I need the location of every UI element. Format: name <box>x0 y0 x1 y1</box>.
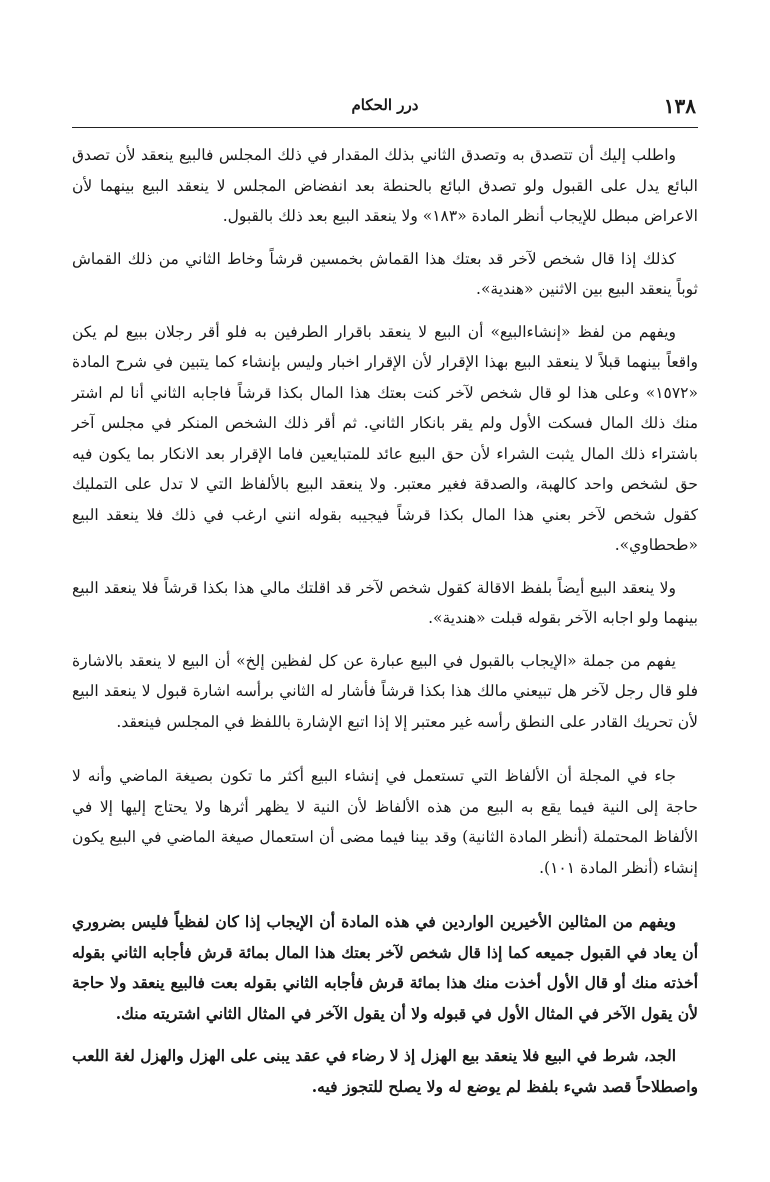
paragraph-5: يفهم من جملة «الإيجاب بالقبول في البيع عبارة عن كل لفظين إلخ» أن البيع لا ينعقد بالاشارة فلو قال رجل لآخر هل تبيعني مالك هذا بكذا قرشاً فأشار له الثاني برأسه اشارة قبول لا ينعقد البيع لأن تحريك القادر على النطق رأسه غير معتبر إلا إذا اتبع الإشارة باللفظ في المجلس فينعقد. <box>72 651 698 731</box>
paragraph-3: ويفهم من لفظ «إنشاءالبيع» أن البيع لا ينعقد باقرار الطرفين به فلو أقر رجلان ببيع لم يكن واقعاً بينهما قبلاً لا ينعقد البيع بهذا الإقرار لأن الإقرار اخبار وليس بإنشاء كما يتبين في شرح المادة «١٥٧٢» وعلى هذا لو قال شخص لآخر كنت بعتك هذا المال بكذا قرشاً فاجابه الثاني أنا لم اشتر منك ذلك المال فسكت الأول ولم يقر بانكار الثاني. ثم أقر ذلك الشخص المنكر في مجلس آخر باشتراء ذلك المال يثبت الشراء لأن حق البيع عائد للمتبايعين فاما الإقرار بعد الانكار بما يكون فيه حق لشخص واحد كالهبة، والصدقة فغير معتبر. ولا ينعقد البيع بالألفاظ التي لا تدل على التمليك كقول شخص لآخر بعني هذا المال بكذا قرشاً فيجيبه بقوله انني ارغب في ذلك فلا ينعقد البيع «طحطاوي». <box>72 322 698 554</box>
paragraph-1: واطلب إليك أن تتصدق به وتصدق الثاني بذلك المقدار في ذلك المجلس فالبيع ينعقد لأن تصدق البائع يدل على القبول ولو تصدق البائع بالحنطة بعد انفضاض المجلس لا ينعقد البيع بينهما لأن الاعراض مبطل للإيجاب أنظر المادة «١٨٣» ولا ينعقد البيع بعد ذلك بالقبول. <box>72 146 698 225</box>
running-title: درر الحكام <box>351 96 419 114</box>
header-rule <box>72 127 698 128</box>
paragraph-2: كذلك إذا قال شخص لآخر قد بعتك هذا القماش بخمسين قرشاً وخاط الثاني من ذلك القماش ثوباً ينعقد البيع بين الاثنين «هندية». <box>72 249 698 298</box>
page-header <box>72 92 698 128</box>
paragraph-7: ويفهم من المثالين الأخيرين الواردين في هذه المادة أن الإيجاب إذا كان لفظياً فليس بضروري أن يعاد في القبول جميعه كما إذا قال شخص لآخر بعتك هذا المال بمائة قرش فأجابه الثاني بقوله أخذته منك أو قال الأول أخذت منك هذا بمائة قرش فأجابه الثاني بقوله بعت فالبيع ينعقد ولا حاجة لأن يقول الآخر في المثال الأول في قبوله ولا أن يقول الآخر في المثال الثاني اشتريته منك. <box>72 912 698 1023</box>
paragraph-4: ولا ينعقد البيع أيضاً بلفظ الاقالة كقول شخص لآخر قد اقلتك مالي هذا بكذا قرشاً فلا ينعقد البيع بينهما ولو اجابه الآخر بقوله قبلت «هندية». <box>72 578 698 627</box>
page-number: ١٣٨ <box>663 94 696 118</box>
paragraph-6: جاء في المجلة أن الألفاظ التي تستعمل في إنشاء البيع أكثر ما تكون بصيغة الماضي وأنه لا حاجة إلى النية فيما يقع به البيع من هذه الألفاظ لأن النية لا يظهر أثرها ولا يحتاج إليها إلا في الألفاظ المحتملة (أنظر المادة الثانية) وقد بينا فيما مضى أن استعمال صيغة الماضي في البيع يكون إنشاء (أنظر المادة ١٠١). <box>72 767 698 877</box>
paragraph-8: الجد، شرط في البيع فلا ينعقد بيع الهزل إذ لا رضاء في عقد يبنى على الهزل والهزل لغة اللعب واصطلاحاً قصد شيء بلفظ لم يوضع له ولا يصلح للتجوز فيه. <box>72 1046 698 1096</box>
page-body <box>72 140 698 1102</box>
